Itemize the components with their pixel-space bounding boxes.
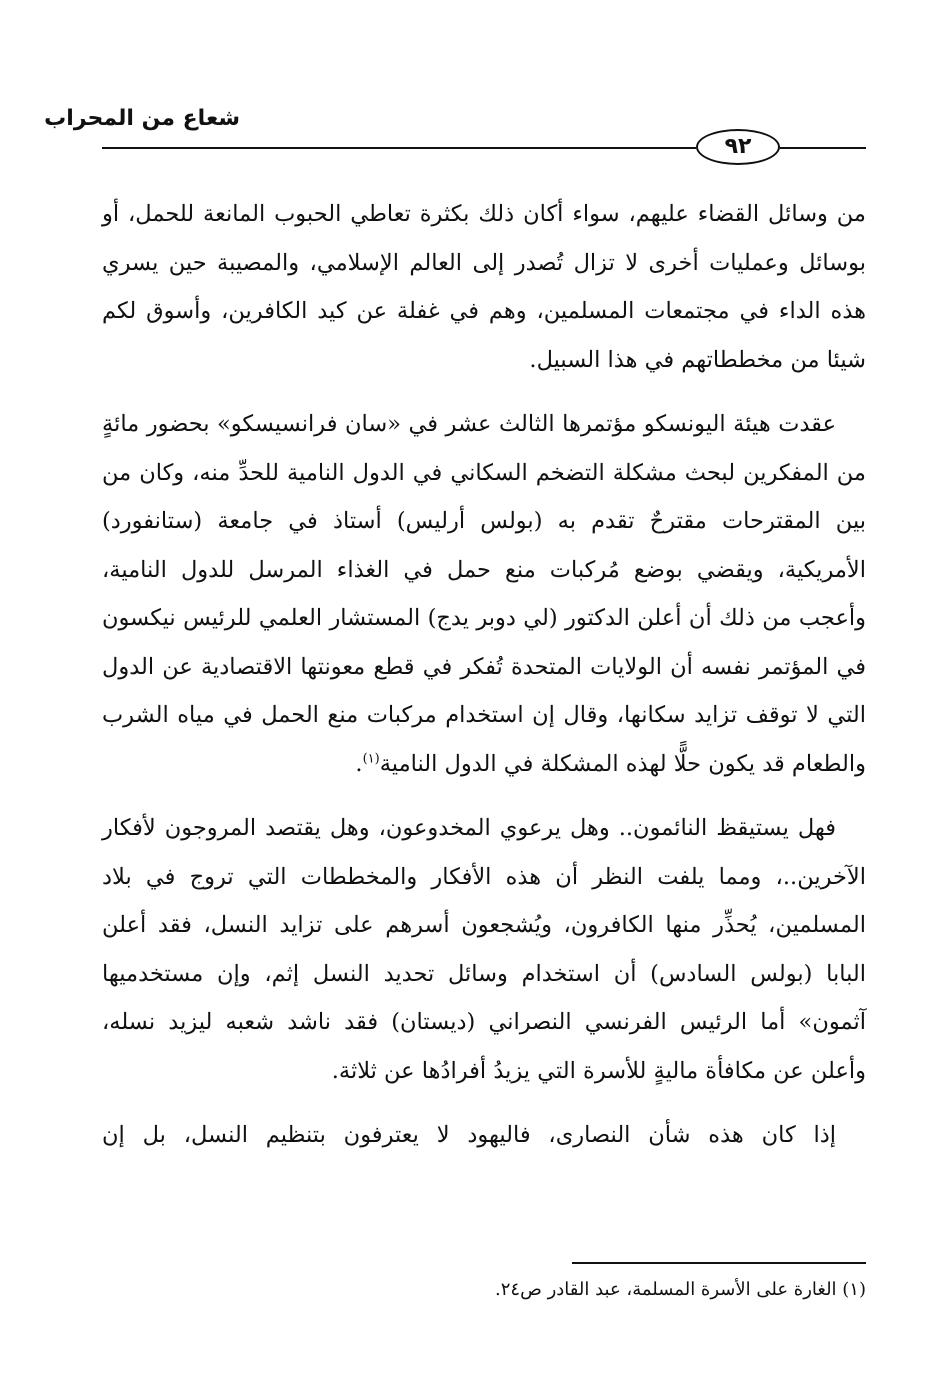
body-text [102,190,866,1160]
footnote-rule [572,1262,866,1264]
page-number: ٩٢ [696,129,780,165]
paragraph-2 [102,400,866,788]
running-title: شعاع من المحراب [44,106,240,131]
header-rule-right [780,147,866,149]
paragraph-4: إذا كان هذه شأن النصارى، فاليهود لا يعترفون بتنظيم النسل، بل إن [102,1122,836,1148]
header-rule [102,147,696,149]
paragraph-2-end: . [355,750,363,777]
paragraph-2-text: عقدت هيئة اليونسكو مؤتمرها الثالث عشر في «سان فرانسيسكو» بحضور مائةٍ من المفكرين لبحث مشكلة التضخم السكاني في الدول النامية للحدِّ منه، وكان من بين المقترحات مقترحٌ تقدم به (بولس أرليس) أستاذ في جامعة (ستانفورد) الأمريكية، ويقضي بوضع مُركبات منع حمل في الغذاء المرسل للدول النامية، وأعجب من ذلك أن أعلن الدكتور (لي دوبر يدج) المستشار العلمي للرئيس نيكسون في المؤتمر نفسه أن الولايات المتحدة تُفكر في قطع معونتها الاقتصادية عن الدول التي لا توقف تزايد سكانها، وقال إن استخدام مركبات منع الحمل في مياه الشرب والطعام قد يكون حلًّا لهذه المشكلة في الدول النامية [102,411,866,777]
paragraph-1: من وسائل القضاء عليهم، سواء أكان ذلك بكثرة تعاطي الحبوب المانعة للحمل، أو بوسائل وعمليات أخرى لا تزال تُصدر إلى العالم الإسلامي، والمصيبة حين يسري هذه الداء في مجتمعات المسلمين، وهم في غفلة عن كيد الكافرين، وأسوق لكم شيئا من مخططاتهم في هذا السبيل. [102,201,866,373]
footnote: (١) الغارة على الأسرة المسلمة، عبد القادر ص٢٤. [495,1279,866,1300]
paragraph-3: فهل يستيقظ النائمون.. وهل يرعوي المخدوعون، وهل يقتصد المروجون لأفكار الآخرين..، ومما يلفت النظر أن هذه الأفكار والمخططات التي تروج في بلاد المسلمين، يُحذِّر منها الكافرون، ويُشجعون أسرهم على تزايد النسل، فقد أعلن البابا (بولس السادس) أن استخدام وسائل تحديد النسل إثم، وإن مستخدميها آثمون» أما الرئيس الفرنسي النصراني (ديستان) فقد ناشد شعبه ليزيد نسله، وأعلن عن مكافأة ماليةٍ للأسرة التي يزيدُ أفرادُها عن ثلاثة. [102,815,866,1084]
footnote-reference: (١) [362,751,380,766]
